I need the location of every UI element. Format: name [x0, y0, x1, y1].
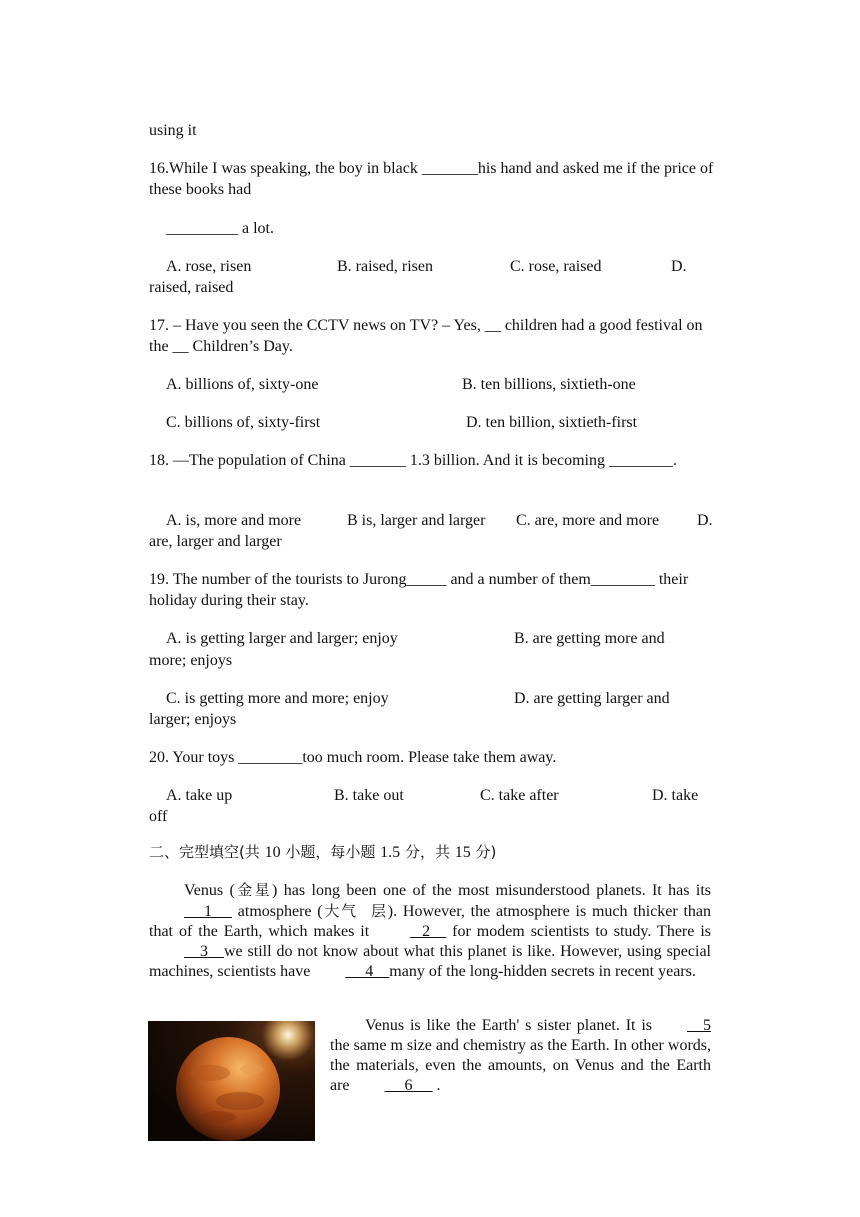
question-20-option-b[interactable]: B. take out: [334, 787, 404, 804]
question-19-option-b-continued[interactable]: more; enjoys: [149, 652, 233, 669]
question-19-option-c[interactable]: C. is getting more and more; enjoy: [166, 690, 389, 707]
question-18-option-c[interactable]: C. are, more and more: [516, 512, 660, 529]
cloze-blank-4[interactable]: 4: [345, 963, 390, 980]
question-20-stem: 20. Your toys ________too much room. Please take them away.: [149, 749, 557, 766]
section-2-heading: 二、完型填空(共 10 小题，每小题 1.5 分，共 15 分): [149, 843, 497, 861]
question-20-option-c[interactable]: C. take after: [480, 787, 559, 804]
question-17-option-c[interactable]: C. billions of, sixty-first: [166, 414, 321, 431]
question-16-stem: 16.While I was speaking, the boy in black _______his hand and asked me if the price of these books had: [149, 160, 718, 198]
question-16-option-d-label[interactable]: D.: [671, 258, 687, 275]
question-19-option-d[interactable]: D. are getting larger and: [514, 690, 670, 707]
question-16-option-d-text[interactable]: raised, raised: [149, 279, 234, 296]
question-17-option-a[interactable]: A. billions of, sixty-one: [166, 376, 319, 393]
question-20-option-d[interactable]: D. take: [652, 787, 699, 804]
question-17-option-d[interactable]: D. ten billion, sixtieth-first: [466, 414, 638, 431]
previous-question-fragment: using it: [149, 122, 197, 139]
question-17-stem: 17. – Have you seen the CCTV news on TV? – Yes, __ children had a good festival on the __ Children’s Day.: [149, 317, 707, 355]
question-20-option-d-continued[interactable]: off: [149, 808, 168, 825]
question-16-continuation: _________ a lot.: [166, 220, 274, 237]
question-17-option-b[interactable]: B. ten billions, sixtieth-one: [462, 376, 636, 393]
venus-planet-image: [148, 1021, 315, 1141]
question-18-option-d-text[interactable]: are, larger and larger: [149, 533, 282, 550]
question-18-option-d-label[interactable]: D.: [697, 512, 713, 529]
question-20-option-a[interactable]: A. take up: [166, 787, 233, 804]
question-16-option-b[interactable]: B. raised, risen: [337, 258, 433, 275]
question-16-option-a[interactable]: A. rose, risen: [166, 258, 252, 275]
question-19-option-b[interactable]: B. are getting more and: [514, 630, 665, 647]
cloze-blank-1[interactable]: 1: [184, 903, 232, 920]
cloze-blank-5[interactable]: 5: [687, 1017, 711, 1034]
question-18-option-a[interactable]: A. is, more and more: [166, 512, 302, 529]
planet-icon: [148, 1021, 315, 1141]
question-19-option-d-continued[interactable]: larger; enjoys: [149, 711, 237, 728]
cloze-passage-paragraph-2: Venus is like the Earth' s sister planet. It is 5 the same m size and chemistry as the Earth. In other words, the materials, even the amounts, on Venus and the Earth are 6 .: [330, 1017, 715, 1094]
cloze-blank-6[interactable]: 6: [384, 1077, 433, 1094]
question-18-stem: 18. —The population of China _______ 1.3 billion. And it is becoming ________.: [149, 452, 677, 469]
question-16-option-c[interactable]: C. rose, raised: [510, 258, 602, 275]
cloze-passage-paragraph-1: Venus (金星) has long been one of the most misunderstood planets. It has its 1 atmosphere (大气 层). However, the atmosphere is much thicker than that of the Earth, which makes it 2 for modem scientists to study. There is 3 we still do not know about what this planet is like. However, using special machines, scientists have 4 many of the long-hidden secrets in recent years.: [149, 881, 716, 980]
question-18-option-b[interactable]: B is, larger and larger: [347, 512, 486, 529]
cloze-blank-2[interactable]: 2: [410, 923, 447, 940]
question-19-stem: 19. The number of the tourists to Jurong_____ and a number of them________ their holiday during their stay.: [149, 571, 693, 609]
question-19-option-a[interactable]: A. is getting larger and larger; enjoy: [166, 630, 398, 647]
cloze-blank-3[interactable]: 3: [184, 943, 224, 960]
